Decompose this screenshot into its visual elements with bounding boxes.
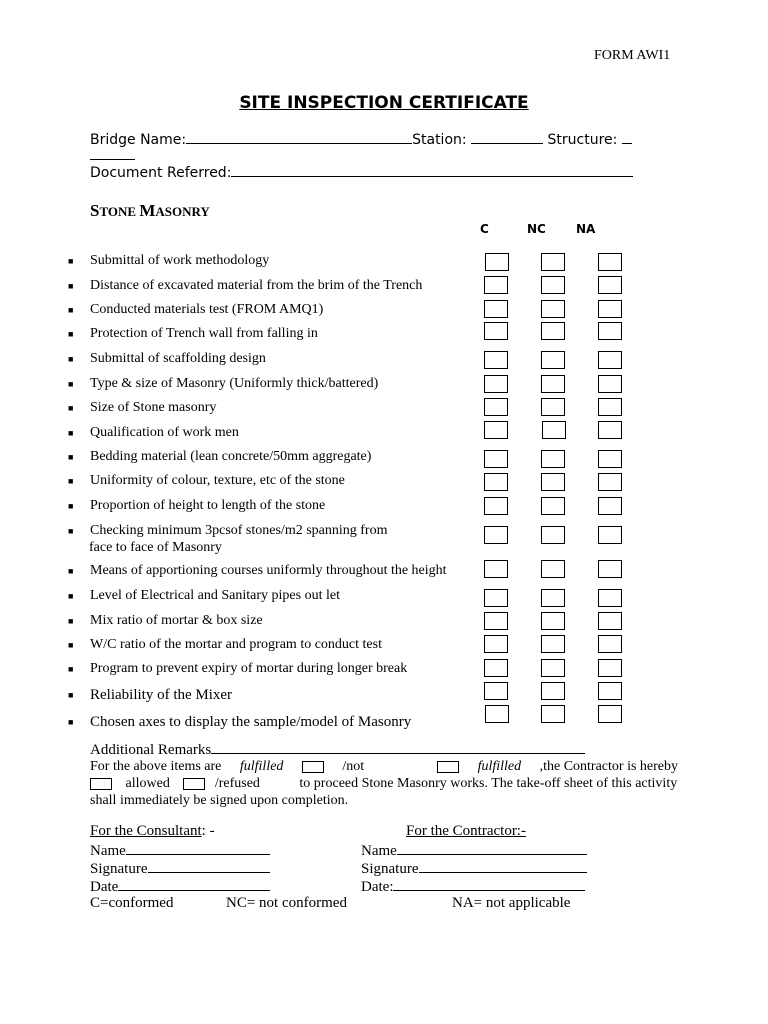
allowed-checkbox[interactable] xyxy=(90,778,112,790)
checkbox-c[interactable] xyxy=(484,682,508,700)
section-title: STONE MASONRY xyxy=(90,201,210,220)
station-label: Station: xyxy=(412,132,467,148)
checkbox-na[interactable] xyxy=(598,682,622,700)
checkbox-c[interactable] xyxy=(485,705,509,723)
checkbox-c[interactable] xyxy=(484,635,508,653)
consultant-name-row: Name xyxy=(90,841,270,860)
checkbox-c[interactable] xyxy=(484,375,508,393)
remarks-line-2: allowed /refused to proceed Stone Masonry works. The take-off sheet of this activity xyxy=(90,775,678,792)
checkbox-c[interactable] xyxy=(484,421,508,439)
checkbox-na[interactable] xyxy=(598,276,622,294)
bridge-name-label: Bridge Name: xyxy=(90,132,187,148)
bridge-name-row xyxy=(90,130,632,148)
consultant-signature-field[interactable] xyxy=(148,859,270,873)
checkbox-c[interactable] xyxy=(484,560,508,578)
remarks-line-1: For the above items are fulfilled /not fulfilled ,the Contractor is hereby xyxy=(90,759,678,774)
checkbox-nc[interactable] xyxy=(541,322,565,340)
contractor-date-field[interactable] xyxy=(393,877,585,891)
additional-remarks-field[interactable] xyxy=(211,740,585,754)
checkbox-nc[interactable] xyxy=(542,421,566,439)
checkbox-nc[interactable] xyxy=(541,351,565,369)
column-header-nc: NC xyxy=(527,222,546,236)
legend-not-conformed: NC= not conformed xyxy=(226,895,347,911)
form-id: FORM AWI1 xyxy=(594,48,671,63)
checkbox-na[interactable] xyxy=(598,473,622,491)
checkbox-nc[interactable] xyxy=(541,526,565,544)
checkbox-nc[interactable] xyxy=(541,659,565,677)
document-referred-row xyxy=(90,163,633,181)
checkbox-nc[interactable] xyxy=(541,497,565,515)
checkbox-nc[interactable] xyxy=(541,589,565,607)
checkbox-c[interactable] xyxy=(484,659,508,677)
checkbox-c[interactable] xyxy=(484,612,508,630)
contractor-signature-field[interactable] xyxy=(419,859,587,873)
checkbox-na[interactable] xyxy=(598,421,622,439)
fulfilled-checkbox[interactable] xyxy=(302,761,324,773)
checkbox-na[interactable] xyxy=(598,497,622,515)
not-fulfilled-checkbox[interactable] xyxy=(437,761,459,773)
station-field[interactable] xyxy=(471,130,543,144)
checkbox-nc[interactable] xyxy=(541,635,565,653)
checkbox-na[interactable] xyxy=(598,375,622,393)
checkbox-nc[interactable] xyxy=(541,612,565,630)
consultant-date-row: Date xyxy=(90,877,270,896)
checkbox-c[interactable] xyxy=(484,589,508,607)
document-referred-field[interactable] xyxy=(231,163,633,177)
checkbox-nc[interactable] xyxy=(541,375,565,393)
checkbox-na[interactable] xyxy=(598,589,622,607)
additional-remarks-label: Additional Remarks xyxy=(90,742,212,758)
document-referred-label: Document Referred: xyxy=(90,165,232,181)
contractor-signature-row: Signature xyxy=(361,859,587,878)
contractor-heading: For the Contractor:- xyxy=(406,823,526,839)
structure-field[interactable] xyxy=(622,130,632,144)
checkbox-nc[interactable] xyxy=(541,473,565,491)
checkbox-c[interactable] xyxy=(484,497,508,515)
contractor-date-row: Date: xyxy=(361,877,585,896)
refused-checkbox[interactable] xyxy=(183,778,205,790)
checklist-item-continued: face to face of Masonry xyxy=(89,540,222,555)
checkbox-na[interactable] xyxy=(598,526,622,544)
checkbox-nc[interactable] xyxy=(541,560,565,578)
checkbox-na[interactable] xyxy=(598,560,622,578)
checkbox-nc[interactable] xyxy=(541,682,565,700)
bridge-name-field[interactable] xyxy=(186,130,412,144)
checkbox-na[interactable] xyxy=(598,300,622,318)
contractor-name-row: Name xyxy=(361,841,587,860)
column-header-c: C xyxy=(480,222,489,236)
structure-field-continued[interactable] xyxy=(90,146,135,160)
checkbox-c[interactable] xyxy=(484,322,508,340)
consultant-date-field[interactable] xyxy=(118,877,270,891)
checkbox-nc[interactable] xyxy=(541,450,565,468)
checkbox-na[interactable] xyxy=(598,322,622,340)
checkbox-c[interactable] xyxy=(484,450,508,468)
column-header-na: NA xyxy=(576,222,596,236)
legend-not-applicable: NA= not applicable xyxy=(452,895,571,911)
consultant-heading: For the Consultant: - xyxy=(90,823,215,839)
checkbox-nc[interactable] xyxy=(541,398,565,416)
checkbox-c[interactable] xyxy=(484,300,508,318)
page-title: SITE INSPECTION CERTIFICATE xyxy=(239,93,529,113)
checkbox-na[interactable] xyxy=(598,612,622,630)
consultant-name-field[interactable] xyxy=(126,841,270,855)
checkbox-c[interactable] xyxy=(484,351,508,369)
checkbox-na[interactable] xyxy=(598,450,622,468)
checkbox-na[interactable] xyxy=(598,398,622,416)
consultant-signature-row: Signature xyxy=(90,859,270,878)
checkbox-na[interactable] xyxy=(598,351,622,369)
checkbox-nc[interactable] xyxy=(541,705,565,723)
checkbox-na[interactable] xyxy=(598,635,622,653)
checkbox-c[interactable] xyxy=(484,526,508,544)
checkbox-nc[interactable] xyxy=(541,276,565,294)
additional-remarks-row xyxy=(90,740,585,759)
checkbox-c[interactable] xyxy=(484,276,508,294)
checkbox-na[interactable] xyxy=(598,659,622,677)
checkbox-nc[interactable] xyxy=(541,300,565,318)
legend-conformed: C=conformed xyxy=(90,895,174,911)
structure-label: Structure: xyxy=(547,132,618,148)
checkbox-na[interactable] xyxy=(598,253,622,271)
checkbox-na[interactable] xyxy=(598,705,622,723)
checkbox-nc[interactable] xyxy=(541,253,565,271)
checkbox-c[interactable] xyxy=(484,473,508,491)
remarks-line-3: shall immediately be signed upon completion. xyxy=(90,793,349,808)
remarks-paragraph xyxy=(90,758,678,809)
checkbox-c[interactable] xyxy=(484,398,508,416)
checkbox-c[interactable] xyxy=(485,253,509,271)
contractor-name-field[interactable] xyxy=(397,841,587,855)
